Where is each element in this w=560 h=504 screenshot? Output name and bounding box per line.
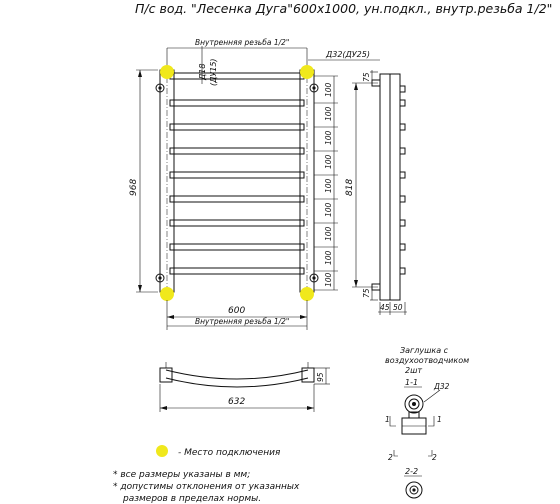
thread-label-bottom: Внутренняя резьба 1/2" — [195, 317, 290, 326]
dim-75-bottom-label: 75 — [362, 288, 371, 298]
rungs — [170, 73, 304, 274]
du15-label-group — [209, 58, 218, 86]
d18-label-group — [198, 64, 207, 81]
plug-subtitle: воздухоотводчиком — [385, 356, 470, 365]
connection-point-top-right — [300, 65, 314, 79]
arrow-icon — [354, 83, 358, 90]
connection-point-top-left — [160, 65, 174, 79]
section-marker-icon — [390, 416, 396, 426]
arrow-icon — [138, 285, 142, 292]
du15-label: (ДУ15) — [209, 58, 218, 86]
rung-end — [400, 244, 405, 250]
rung-end — [400, 172, 405, 178]
plug-icon-center — [412, 488, 415, 491]
arrow-icon — [300, 315, 307, 319]
rung-end — [400, 86, 405, 92]
rung-spacing-label: 100 — [324, 178, 333, 193]
rung — [170, 268, 304, 274]
connection-point-bottom-left — [160, 287, 174, 301]
plug-icon-center — [412, 402, 416, 406]
rung — [170, 124, 304, 130]
side-view-rung-ends — [400, 86, 405, 274]
note-3: размеров в пределах нормы. — [123, 494, 262, 504]
rung — [170, 148, 304, 154]
arrow-icon — [160, 406, 167, 410]
dim-75-top-label: 75 — [362, 72, 371, 82]
dim-818-group — [345, 179, 355, 196]
rung-end — [400, 124, 405, 130]
plug-mark-2b: 2 — [432, 453, 437, 462]
dim-50-label: 50 — [393, 303, 403, 312]
rung — [170, 100, 304, 106]
dim-632-label: 632 — [228, 397, 246, 407]
arrow-icon — [354, 280, 358, 287]
legend-swatch-icon — [156, 445, 168, 457]
rung-spacing-label: 100 — [324, 106, 333, 121]
rung-end — [400, 196, 405, 202]
dim-968-label: 968 — [129, 178, 139, 196]
plug-mark-1a: 1 — [385, 415, 390, 424]
arrow-icon — [138, 70, 142, 77]
note-2: * допустимы отклонения от указанных — [113, 482, 300, 492]
dim-818-label: 818 — [345, 178, 355, 196]
plug-mark-1b: 1 — [437, 415, 442, 424]
section-1-1-label: 1-1 — [405, 378, 419, 387]
rung-spacing-label: 100 — [324, 82, 333, 97]
section-2-2-label: 2-2 — [405, 467, 419, 476]
dim-600-label: 600 — [228, 306, 246, 316]
connection-point-bottom-right — [300, 287, 314, 301]
rung-spacing-label: 100 — [324, 250, 333, 265]
plug-d32-leader — [424, 390, 440, 402]
rung-spacing-label: 100 — [324, 130, 333, 145]
top-view-arc-outer — [166, 370, 308, 379]
bracket-icon — [312, 276, 315, 279]
d32-label: Д32(ДУ25) — [326, 50, 370, 59]
note-1: * все размеры указаны в мм; — [113, 470, 251, 480]
legend-text: - Место подключения — [178, 448, 281, 458]
rung-spacing-label: 100 — [324, 272, 333, 287]
rung-spacing-label: 100 — [324, 154, 333, 169]
plug-qty: 2шт — [405, 366, 423, 375]
arrow-icon — [167, 315, 174, 319]
bracket-icon — [312, 86, 315, 89]
rung — [170, 196, 304, 202]
section-marker-icon — [428, 416, 434, 426]
rung-end — [400, 148, 405, 154]
rung — [170, 244, 304, 250]
drawing-title: П/с вод. "Лесенка Дуга"600x1000, ун.подкл., внутр.резьба 1/2" — [135, 1, 553, 16]
dim-968-group — [129, 179, 139, 196]
dim-95-label: 95 — [316, 372, 325, 382]
mount-brackets — [156, 84, 318, 282]
arrow-icon — [307, 406, 314, 410]
rung-spacing-label: 100 — [324, 202, 333, 217]
bracket-icon — [158, 276, 161, 279]
rung — [170, 172, 304, 178]
plug-d32-label: Д32 — [434, 382, 450, 391]
dim-45-label: 45 — [380, 303, 390, 312]
rung-spacing-labels — [324, 82, 333, 287]
bracket-icon — [158, 86, 161, 89]
rung-end — [400, 220, 405, 226]
rung-end — [400, 100, 405, 106]
rung — [170, 73, 304, 79]
thread-label-top: Внутренняя резьба 1/2" — [195, 38, 290, 47]
plug-mark-2a: 2 — [388, 453, 393, 462]
plug-title: Заглушка с — [400, 346, 449, 355]
d18-label: Д18 — [198, 63, 207, 80]
rung-end — [400, 268, 405, 274]
rung-spacing-label: 100 — [324, 226, 333, 241]
rung — [170, 220, 304, 226]
section-marker-icon — [394, 450, 398, 456]
